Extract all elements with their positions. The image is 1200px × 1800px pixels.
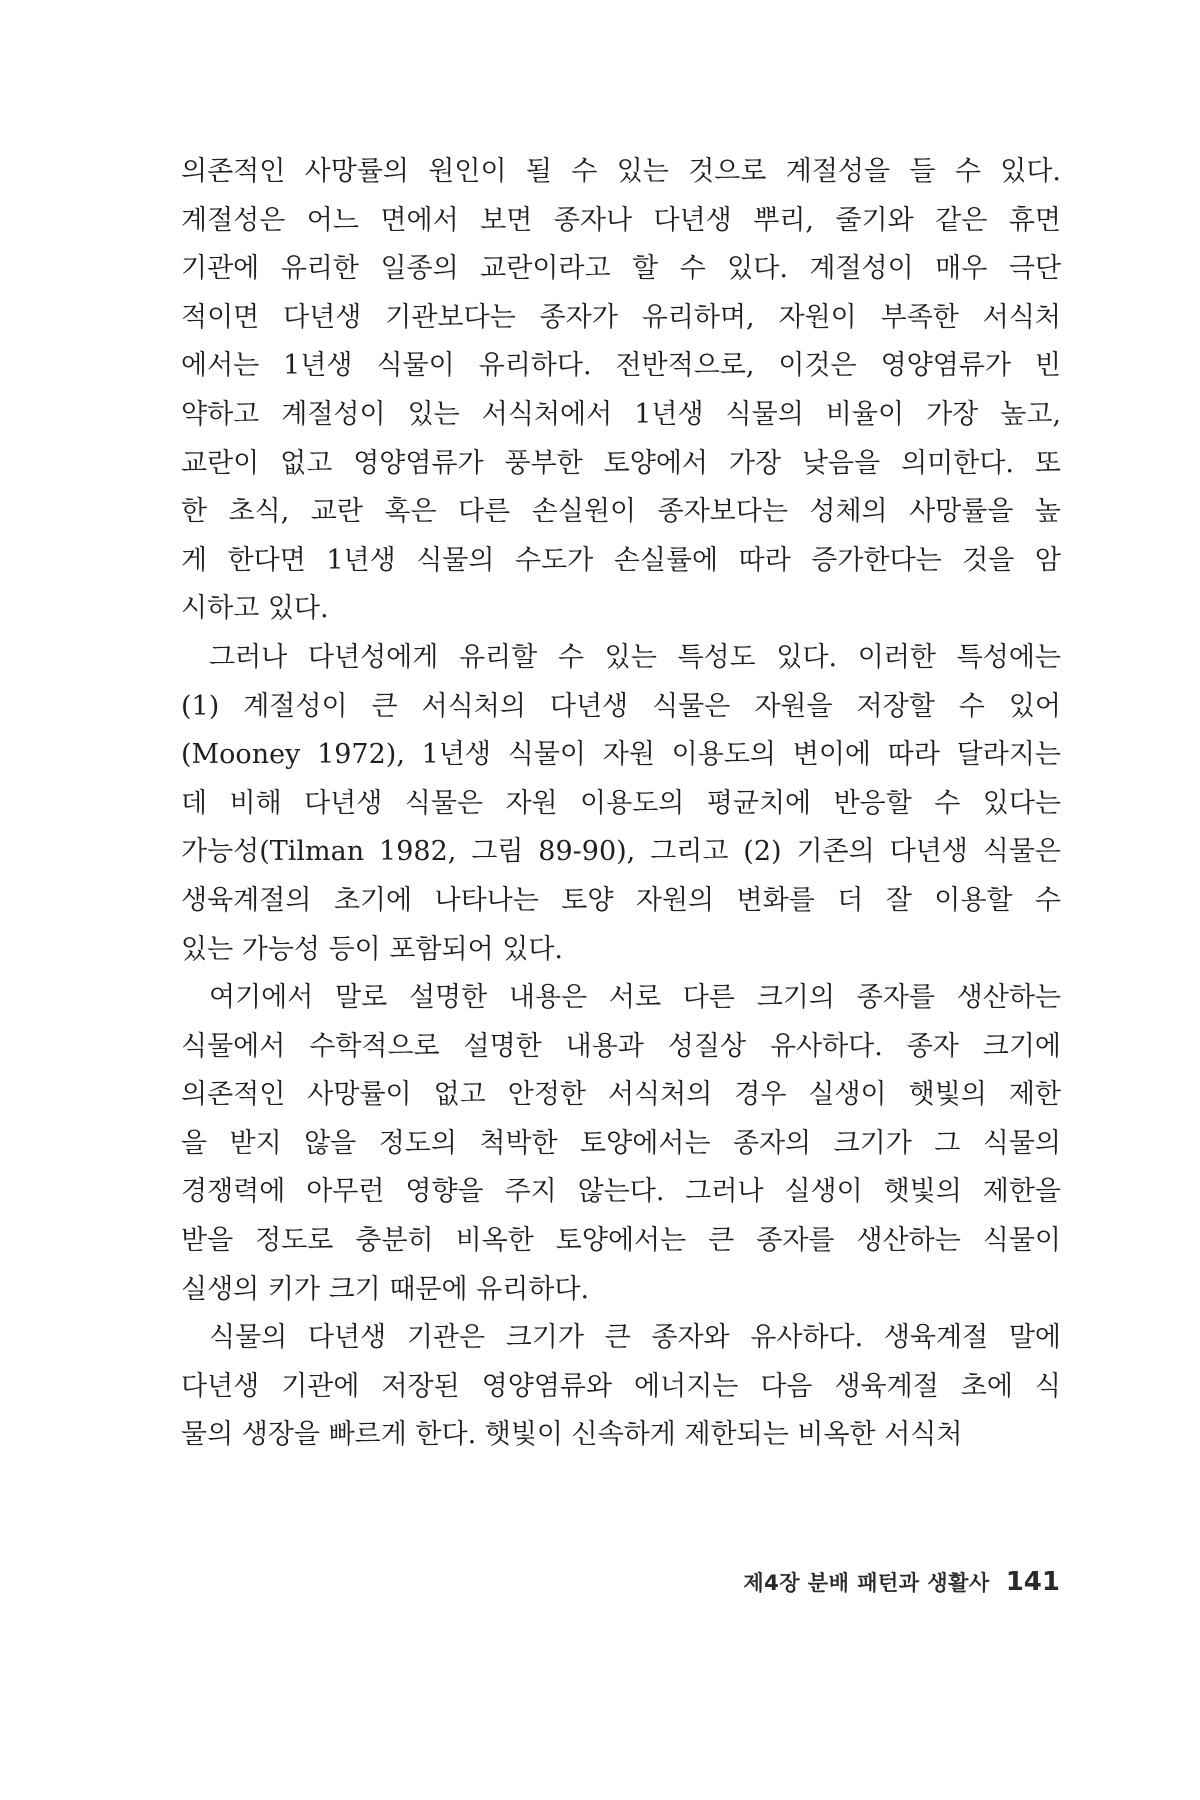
- text-line: 경쟁력에 아무런 영향을 주지 않는다. 그러나 실생이 햇빛의 제한을: [181, 1176, 1061, 1208]
- text-line: 시하고 있다.: [181, 593, 329, 625]
- text-line: 실생의 키가 크기 때문에 유리하다.: [181, 1273, 590, 1305]
- text-line: 에서는 1년생 식물이 유리하다. 전반적으로, 이것은 영양염류가 빈: [181, 350, 1061, 382]
- text-line: 약하고 계절성이 있는 서식처에서 1년생 식물의 비율이 가장 높고,: [181, 398, 1061, 430]
- body-text: [181, 148, 1061, 1460]
- text-line: 생육계절의 초기에 나타나는 토양 자원의 변화를 더 잘 이용할 수: [181, 884, 1061, 916]
- text-line: 기관에 유리한 일종의 교란이라고 할 수 있다. 계절성이 매우 극단: [181, 253, 1061, 285]
- text-line: 적이면 다년생 기관보다는 종자가 유리하며, 자원이 부족한 서식처: [181, 301, 1061, 333]
- page-footer: [743, 1567, 1060, 1597]
- text-line: 여기에서 말로 설명한 내용은 서로 다른 크기의 종자를 생산하는: [209, 982, 1061, 1014]
- text-line: 식물의 다년생 기관은 크기가 큰 종자와 유사하다. 생육계절 말에: [209, 1322, 1061, 1354]
- text-line: 다년생 기관에 저장된 영양염류와 에너지는 다음 생육계절 초에 식: [181, 1370, 1061, 1402]
- page-number: 141: [1005, 1567, 1060, 1597]
- paragraph: [181, 634, 1061, 974]
- text-line: 의존적인 사망률의 원인이 될 수 있는 것으로 계절성을 들 수 있다.: [181, 156, 1061, 187]
- text-line: 받을 정도로 충분히 비옥한 토양에서는 큰 종자를 생산하는 식물이: [181, 1225, 1061, 1257]
- paragraph: [181, 1314, 1061, 1460]
- text-line: 을 받지 않을 정도의 척박한 토양에서는 종자의 크기가 그 식물의: [181, 1127, 1061, 1159]
- text-line: 계절성은 어느 면에서 보면 종자나 다년생 뿌리, 줄기와 같은 휴면: [181, 204, 1061, 236]
- paragraph: [181, 148, 1061, 634]
- text-line: 데 비해 다년생 식물은 자원 이용도의 평균치에 반응할 수 있다는: [181, 787, 1061, 819]
- text-line: (Mooney 1972), 1년생 식물이 자원 이용도의 변이에 따라 달라지는: [181, 739, 1061, 771]
- running-head: 제4장 분배 패턴과 생활사: [743, 1571, 990, 1595]
- text-line: 게 한다면 1년생 식물의 수도가 손실률에 따라 증가한다는 것을 암: [181, 544, 1061, 576]
- text-line: 가능성(Tilman 1982, 그림 89-90), 그리고 (2) 기존의 다년생 식물은: [181, 836, 1061, 868]
- text-line: (1) 계절성이 큰 서식처의 다년생 식물은 자원을 저장할 수 있어: [181, 690, 1061, 722]
- text-line: 한 초식, 교란 혹은 다른 손실원이 종자보다는 성체의 사망률을 높: [181, 496, 1061, 528]
- text-line: 그러나 다년성에게 유리할 수 있는 특성도 있다. 이러한 특성에는: [209, 641, 1061, 673]
- text-line: 의존적인 사망률이 없고 안정한 서식처의 경우 실생이 햇빛의 제한: [181, 1079, 1061, 1111]
- text-line: 교란이 없고 영양염류가 풍부한 토양에서 가장 낮음을 의미한다. 또: [181, 447, 1061, 479]
- text-line: 물의 생장을 빠르게 한다. 햇빛이 신속하게 제한되는 비옥한 서식처: [181, 1419, 963, 1451]
- text-line: 식물에서 수학적으로 설명한 내용과 성질상 유사하다. 종자 크기에: [181, 1030, 1061, 1062]
- paragraph: [181, 974, 1061, 1314]
- text-line: 있는 가능성 등이 포함되어 있다.: [181, 933, 563, 965]
